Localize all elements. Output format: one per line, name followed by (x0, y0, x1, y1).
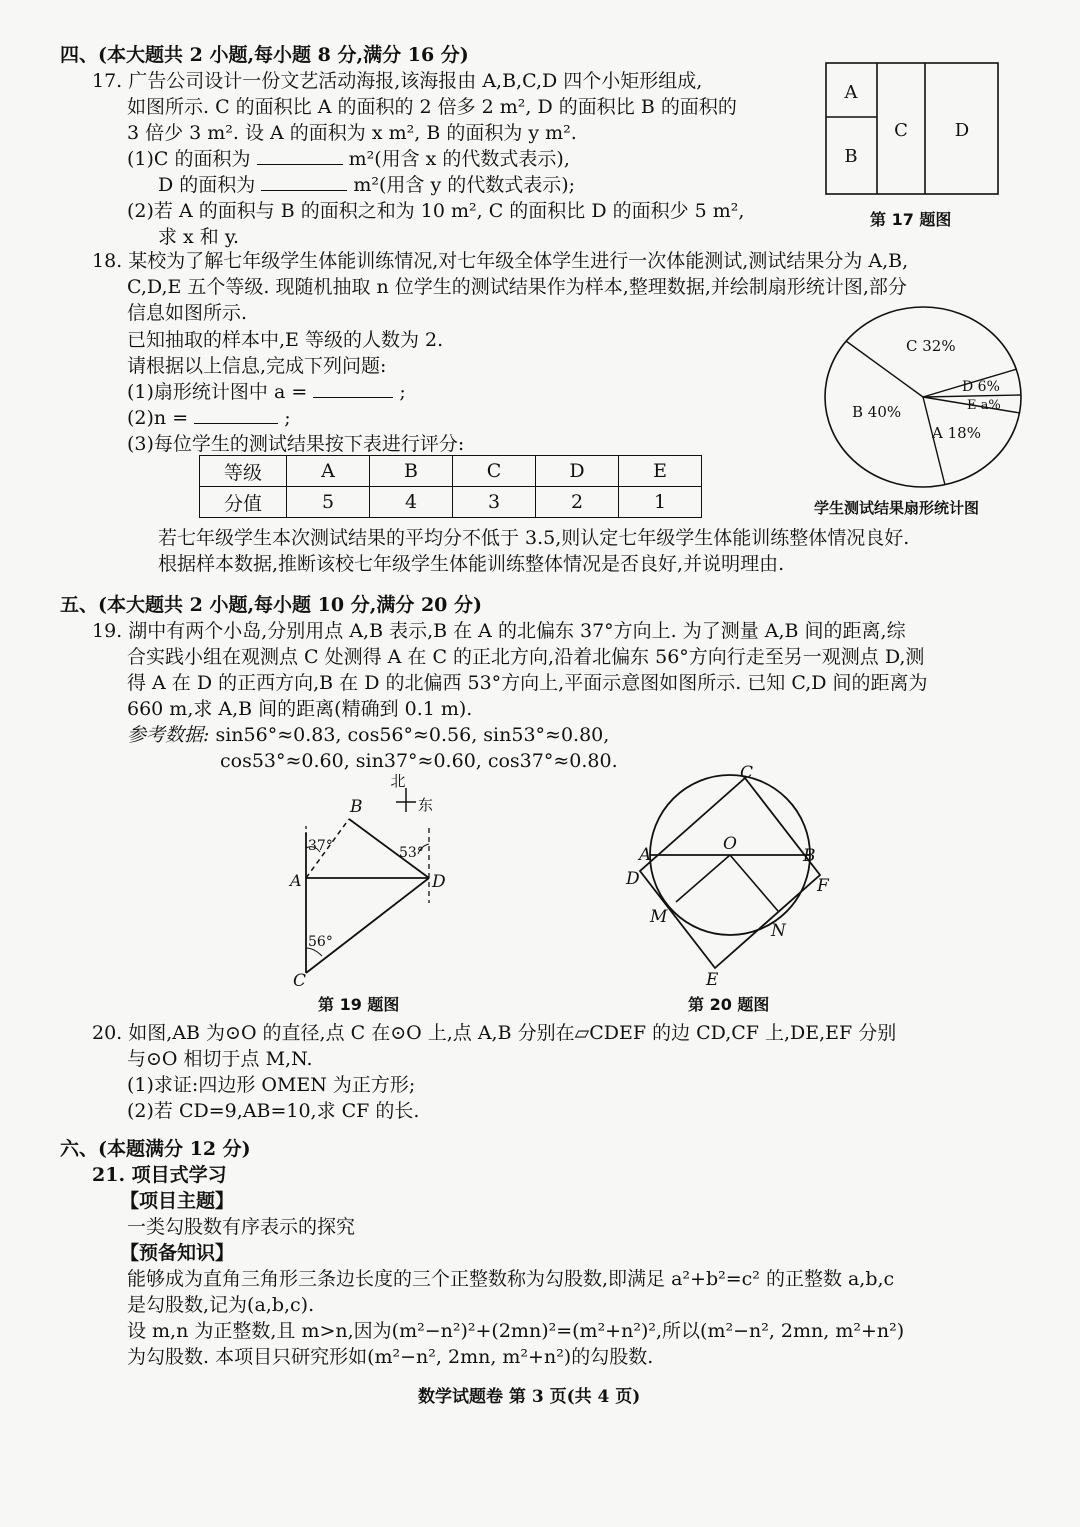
table-cell: 1 (619, 487, 702, 518)
q18-line-1: 18. 某校为了解七年级学生体能训练情况,对七年级全体学生进行一次体能测试,测试结果分为 A,B, (92, 250, 909, 272)
radius-on (730, 855, 778, 911)
table-cell: 3 (453, 487, 536, 518)
q17-part2-cont: 求 x 和 y. (158, 226, 240, 248)
point-n-label: N (771, 921, 786, 941)
q17-part1-suffix: m²(用含 x 的代数式表示), (348, 148, 570, 170)
q21-line-3: 是勾股数,记为(a,b,c). (127, 1294, 315, 1316)
answer-blank[interactable] (257, 146, 343, 165)
q18-part3: (3)每位学生的测试结果按下表进行评分: (127, 433, 465, 455)
q20-part1: (1)求证:四边形 OMEN 为正方形; (127, 1074, 416, 1096)
q21-theme-text: 一类勾股数有序表示的探究 (127, 1216, 356, 1238)
rect-d-label: D (954, 120, 970, 141)
radius-om (676, 855, 730, 902)
q18-part1 (127, 379, 406, 405)
section-5-title: 五、(本大题共 2 小题,每小题 10 分,满分 20 分) (60, 594, 482, 616)
point-d-label: D (626, 869, 640, 889)
q21-line-5: 为勾股数. 本项目只研究形如(m²−n², 2mn, m²+n²)的勾股数. (127, 1346, 654, 1368)
point-c-label: C (293, 971, 307, 991)
q18-part2-prefix: (2)n = (127, 407, 189, 429)
q18-line-2: C,D,E 五个等级. 现随机抽取 n 位学生的测试结果作为样本,整理数据,并绘制扇形统计图,部分 (127, 276, 907, 298)
q19-ref-label: 参考数据: (127, 724, 210, 746)
point-a-label: A (639, 845, 652, 865)
q17-part1b-suffix: m²(用含 y 的代数式表示); (353, 174, 576, 196)
q21-line-4: 设 m,n 为正整数,且 m>n,因为(m²−n²)²+(2mn)²=(m²+n²)²,所以(m²−n², 2mn, m²+n²) (127, 1320, 905, 1342)
pie-label-c: C 32% (906, 337, 956, 355)
table-cell: B (370, 456, 453, 487)
angle-53-label: 53° (399, 845, 424, 861)
q20-line-1: 20. 如图,AB 为⊙O 的直径,点 C 在⊙O 上,点 A,B 分别在▱CDEF 的边 CD,CF 上,DE,EF 分别 (92, 1022, 897, 1044)
point-a-label: A (290, 871, 302, 890)
q21-heading-theme: 【项目主题】 (120, 1190, 235, 1212)
q18-line-3: 信息如图所示. (127, 302, 248, 324)
q17-part1-b (158, 172, 575, 198)
q18-part2-suffix: ; (284, 407, 291, 429)
pie-label-d: D 6% (962, 379, 1000, 395)
angle-37-label: 37° (308, 838, 333, 854)
q17-part1-a (127, 146, 570, 172)
table-cell: 5 (287, 487, 370, 518)
table-cell: 4 (370, 487, 453, 518)
q18-line-10: 根据样本数据,推断该校七年级学生体能训练整体情况是否良好,并说明理由. (158, 553, 785, 575)
pie-slice-edge (923, 395, 1021, 397)
q17-rectangle-figure (825, 62, 1000, 197)
pie-label-b: B 40% (852, 403, 902, 421)
q20-line-2: 与⊙O 相切于点 M,N. (127, 1048, 313, 1070)
rect-c-label: C (894, 120, 908, 141)
q21-line-2: 能够成为直角三角形三条边长度的三个正整数称为勾股数,即满足 a²+b²=c² 的正整数 a,b,c (127, 1268, 895, 1290)
q19-ref-values-2: cos53°≈0.60, sin37°≈0.60, cos37°≈0.80. (220, 750, 618, 772)
q18-line-4: 已知抽取的样本中,E 等级的人数为 2. (127, 329, 444, 351)
q20-geometry-figure (620, 763, 840, 990)
q19-geometry-figure (280, 768, 460, 998)
pie-label-e: E a% (967, 398, 1001, 413)
q18-part1-suffix: ; (399, 381, 406, 403)
q17-part2: (2)若 A 的面积与 B 的面积之和为 10 m², C 的面积比 D 的面积少 5 m², (127, 200, 745, 222)
table-row (200, 456, 702, 487)
q17-part1b-prefix: D 的面积为 (158, 174, 256, 196)
table-cell: D (536, 456, 619, 487)
answer-blank[interactable] (313, 379, 393, 398)
q17-part1-prefix: (1)C 的面积为 (127, 148, 251, 170)
q17-line-2: 如图所示. C 的面积比 A 的面积的 2 倍多 2 m², D 的面积比 B 的面积的 (127, 96, 737, 118)
q18-figure-caption: 学生测试结果扇形统计图 (814, 499, 980, 517)
q19-ref-values-1: sin56°≈0.83, cos56°≈0.56, sin53°≈0.80, (215, 724, 610, 746)
rect-a-label: A (844, 82, 858, 103)
point-m-label: M (650, 907, 668, 927)
q18-pie-chart (824, 305, 1024, 490)
line-cd (306, 878, 429, 973)
point-b-label: B (803, 846, 816, 866)
point-c-label: C (740, 763, 754, 783)
rect-b-label: B (844, 146, 858, 167)
answer-blank[interactable] (194, 405, 278, 424)
table-row (200, 487, 702, 518)
east-label: 东 (418, 796, 434, 814)
q20-part2: (2)若 CD=9,AB=10,求 CF 的长. (127, 1100, 420, 1122)
section-6-title: 六、(本题满分 12 分) (60, 1138, 251, 1160)
table-cell: 2 (536, 487, 619, 518)
score-table (199, 455, 702, 518)
point-o-label: O (723, 834, 737, 854)
q19-line-3: 得 A 在 D 的正西方向,B 在 D 的北偏西 53°方向上,平面示意图如图所示. 已知 C,D 间的距离为 (127, 672, 928, 694)
table-cell: A (287, 456, 370, 487)
q18-part1-prefix: (1)扇形统计图中 a = (127, 381, 308, 403)
q18-line-9: 若七年级学生本次测试结果的平均分不低于 3.5,则认定七年级学生体能训练整体情况良好. (158, 527, 910, 549)
north-label: 北 (390, 772, 406, 790)
q19-line-2: 合实践小组在观测点 C 处测得 A 在 C 的正北方向,沿着北偏东 56°方向行走至另一观测点 D,测 (127, 646, 925, 668)
q19-line-4: 660 m,求 A,B 间的距离(精确到 0.1 m). (127, 698, 473, 720)
table-cell: 等级 (200, 456, 287, 487)
table-cell: E (619, 456, 702, 487)
q20-figure-caption: 第 20 题图 (688, 995, 770, 1014)
q18-line-5: 请根据以上信息,完成下列问题: (127, 355, 387, 377)
q17-line-3: 3 倍少 3 m². 设 A 的面积为 x m², B 的面积为 y m². (127, 122, 577, 144)
q18-part2 (127, 405, 291, 431)
angle-56-label: 56° (308, 934, 333, 950)
point-f-label: F (817, 876, 829, 896)
point-e-label: E (706, 970, 719, 990)
q17-figure-caption: 第 17 题图 (870, 210, 952, 229)
q17-line-1: 17. 广告公司设计一份文艺活动海报,该海报由 A,B,C,D 四个小矩形组成, (92, 70, 703, 92)
point-d-label: D (432, 872, 446, 892)
point-b-label: B (350, 797, 363, 817)
q21-title: 21. 项目式学习 (92, 1164, 227, 1186)
table-cell: 分值 (200, 487, 287, 518)
page-footer: 数学试题卷 第 3 页(共 4 页) (418, 1387, 641, 1407)
table-cell: C (453, 456, 536, 487)
q19-figure-caption: 第 19 题图 (318, 995, 400, 1014)
q21-heading-knowledge: 【预备知识】 (120, 1242, 235, 1264)
pie-label-a: A 18% (932, 424, 981, 442)
answer-blank[interactable] (261, 172, 347, 191)
section-4-title: 四、(本大题共 2 小题,每小题 8 分,满分 16 分) (60, 44, 469, 66)
q19-line-1: 19. 湖中有两个小岛,分别用点 A,B 表示,B 在 A 的北偏东 37°方向上. 为了测量 A,B 间的距离,综 (92, 620, 906, 642)
q19-ref-data (127, 722, 609, 748)
